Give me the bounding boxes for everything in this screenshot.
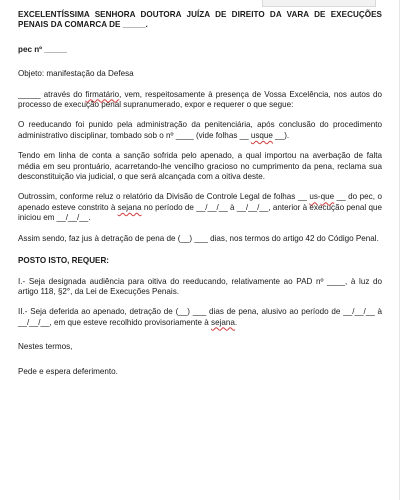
- section-heading: POSTO ISTO, REQUER:: [18, 256, 109, 266]
- spellcheck-word: sejana: [211, 317, 235, 327]
- paragraph-intro: [18, 90, 382, 111]
- paragraph-detraction: Assim sendo, faz jus à detração de pena de (__) ___ dias, nos termos do artigo 42 do Código Penal.: [18, 233, 379, 243]
- text-span: __).: [272, 130, 290, 140]
- pec-number: pec nº _____: [18, 44, 67, 54]
- text-span: no período de __/__/__ à __/__/__, anterior à execução penal que iniciou em __/__/__.: [18, 202, 382, 223]
- text-span: __ do pec, o apenado esteve constrito à: [18, 192, 382, 212]
- request-one: I.- Seja designada audiência para oitiva do reeducando, relativamente ao PAD nº ____, à luz do artigo 118, §2°, da Lei de Execuções Penais.: [18, 276, 382, 296]
- request-two: [18, 307, 382, 328]
- document-body: [18, 10, 382, 377]
- spellcheck-word: sejana: [117, 202, 142, 212]
- text-span: Outrossim, conforme reluz o relatório da Divisão de Controle Legal de folhas __: [18, 192, 310, 202]
- paragraph-report: [18, 192, 382, 223]
- final-line: Pede e espera deferimento.: [18, 366, 118, 376]
- text-span: II.- Seja deferida ao apenado, detração de (__) ___ dias de pena, alusivo ao período de __/__/__ à __/__/__, em que esteve recolhido provisoriamente à: [18, 307, 382, 327]
- spellcheck-word: que: [320, 192, 335, 202]
- closing-line: Nestes termos,: [18, 342, 73, 352]
- paragraph-sanction: Tendo em linha de conta a sanção sofrida pelo apenado, a qual importou na averbação de falta média em seu prontuário, acarretando-lhe vencilho gracioso no cumprimento da pena, reclama sua desconstituição via judicial, o que será alcançada com a oitiva deste.: [18, 151, 382, 182]
- objeto-line: Objeto: manifestação da Defesa: [18, 69, 134, 79]
- text-span: , vem, respeitosamente à presença de Vossa Excelência, nos autos do processo de execução penal supranumerado, expor e requerer o que segue:: [18, 89, 382, 110]
- spellcheck-word: firmatário: [85, 89, 120, 99]
- document-heading: EXCELENTÍSSIMA SENHORA DOUTORA JUÍZA DE DIREITO DA VARA DE EXECUÇÕES PENAIS DA COMARCA DE _____.: [18, 10, 382, 30]
- top-toolbar: [262, 0, 376, 7]
- text-span: .: [234, 317, 238, 327]
- spellcheck-word: us: [309, 192, 318, 202]
- hyphen: -: [317, 192, 321, 202]
- paragraph-punishment: [18, 120, 382, 141]
- text-span: _____ através do: [18, 89, 86, 99]
- spellcheck-word: usque: [250, 130, 273, 140]
- text-span: O reeducando foi punido pela administração da penitenciária, após conclusão do procedimento administrativo disciplinar, tombado sob o nº ____ (vide folhas __: [18, 120, 382, 140]
